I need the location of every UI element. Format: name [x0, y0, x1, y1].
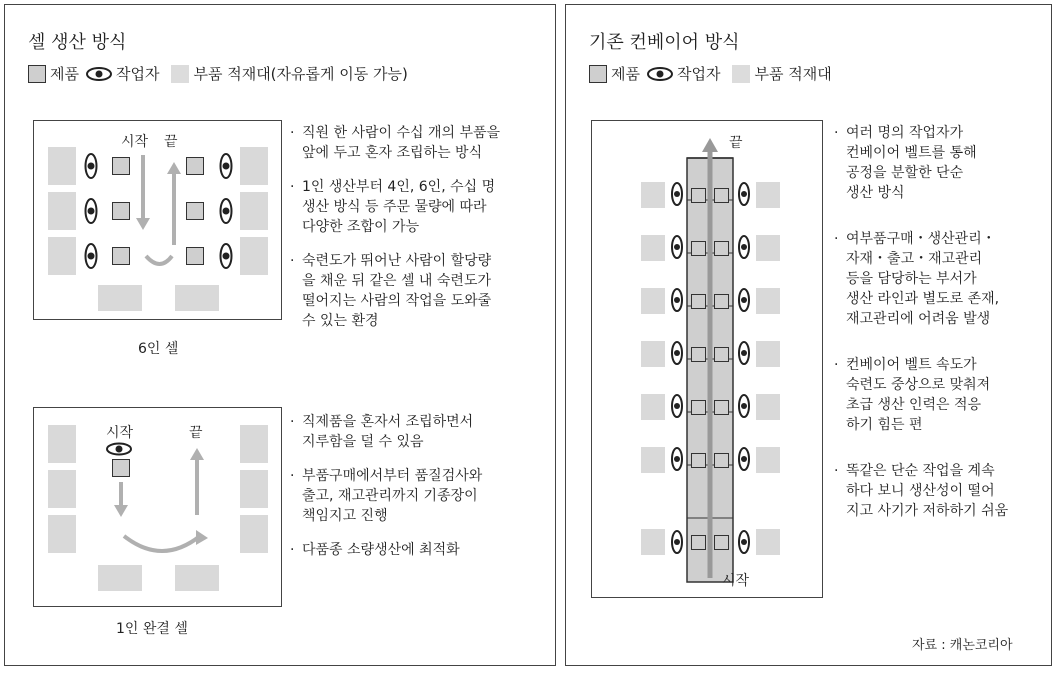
conveyor-rack — [641, 529, 665, 555]
conveyor-product — [714, 347, 729, 362]
conveyor-product — [691, 453, 706, 468]
worker-eye-icon — [670, 529, 684, 555]
worker-eye-icon — [737, 234, 751, 260]
worker-eye-icon — [670, 446, 684, 472]
conveyor-product — [691, 294, 706, 309]
bullet-item: · 숙련도가 뛰어난 사람이 할당량 을 채운 뒤 같은 셀 내 숙련도가 떨어지는 사람의 작업을 도와줄 수 있는 환경 — [290, 253, 492, 329]
worker-eye-icon — [737, 393, 751, 419]
worker-eye-icon — [670, 340, 684, 366]
cell-production-title: 셀 생산 방식 — [28, 32, 127, 53]
worker-eye-icon — [670, 287, 684, 313]
legend-rack-label: 부품 적재대(자유롭게 이동 가능) — [193, 65, 408, 83]
conveyor-product — [714, 294, 729, 309]
legend-product-label: 제품 — [611, 65, 640, 83]
bullet-item: · 1인 생산부터 4인, 6인, 수십 명 생산 방식 등 주문 물량에 따라 다양한 조합이 가능 — [290, 179, 496, 235]
conveyor-rack — [756, 288, 780, 314]
conveyor-rack — [641, 341, 665, 367]
worker-eye-icon — [737, 340, 751, 366]
conveyor-rack — [641, 235, 665, 261]
conveyor-product — [691, 535, 706, 550]
bullet-item: · 직제품을 혼자서 조립하면서 지루함을 덜 수 있음 — [290, 414, 474, 450]
bullet-item: · 직원 한 사람이 수십 개의 부품을 앞에 두고 혼자 조립하는 방식 — [290, 125, 501, 161]
source-note: 자료 : 캐논코리아 — [912, 638, 1013, 653]
conveyor-rack — [641, 182, 665, 208]
six-cell-start-label: 시작 — [121, 134, 149, 150]
legend-product-label: 제품 — [50, 65, 79, 83]
six-cell-end-label: 끝 — [164, 134, 178, 150]
worker-eye-icon — [737, 446, 751, 472]
six-cell-caption: 6인 셀 — [138, 341, 179, 357]
conveyor-product — [714, 400, 729, 415]
conveyor-rack — [756, 235, 780, 261]
conveyor-start-label: 시작 — [722, 573, 750, 589]
conveyor-product — [714, 188, 729, 203]
one-cell-caption: 1인 완결 셀 — [116, 621, 188, 637]
conveyor-rack — [756, 394, 780, 420]
conveyor-rack — [641, 288, 665, 314]
bullet-item: · 컨베이어 벨트 속도가 숙련도 중상으로 맞춰져 초급 생산 인력은 적응 하기 힘든 편 — [834, 357, 991, 433]
legend-worker-label: 작업자 — [676, 65, 721, 83]
conveyor-product — [691, 400, 706, 415]
conveyor-rack — [756, 447, 780, 473]
conveyor-product — [714, 453, 729, 468]
one-cell-end-label: 끝 — [189, 425, 203, 441]
worker-eye-icon — [670, 393, 684, 419]
bullet-item: · 부품구매에서부터 품질검사와 출고, 재고관리까지 기종장이 책임지고 진행 — [290, 468, 483, 524]
bullet-item: · 여러 명의 작업자가 컨베이어 벨트를 통해 공정을 분할한 단순 생산 방식 — [834, 125, 977, 201]
legend-rack-label: 부품 적재대 — [754, 65, 832, 83]
one-cell-start-label: 시작 — [106, 425, 134, 441]
conveyor-rack — [641, 394, 665, 420]
conveyor-product — [691, 188, 706, 203]
bullet-item: · 똑같은 단순 작업을 계속 하다 보니 생산성이 떨어 지고 사기가 저하하기 쉬움 — [834, 463, 1009, 519]
conveyor-bullets — [834, 123, 1048, 521]
worker-eye-icon — [737, 181, 751, 207]
conveyor-product — [691, 241, 706, 256]
worker-eye-icon — [670, 181, 684, 207]
worker-eye-icon — [737, 529, 751, 555]
conveyor-end-label: 끝 — [729, 135, 743, 151]
bullet-item: · 여부품구매・생산관리・ 자재・출고・재고관리 등을 담당하는 부서가 생산 라인과 별도로 존재, 재고관리에 어려움 발생 — [834, 231, 1000, 327]
bullet-item: · 다품종 소량생산에 최적화 — [290, 542, 460, 558]
conveyor-product — [714, 241, 729, 256]
conveyor-product — [691, 347, 706, 362]
conveyor-rack — [756, 182, 780, 208]
worker-eye-icon — [737, 287, 751, 313]
conveyor-rack — [756, 341, 780, 367]
conveyor-product — [714, 535, 729, 550]
conveyor-rack — [641, 447, 665, 473]
legend-worker-label: 작업자 — [115, 65, 160, 83]
worker-eye-icon — [670, 234, 684, 260]
conveyor-rack — [756, 529, 780, 555]
conveyor-title: 기존 컨베이어 방식 — [589, 32, 740, 53]
